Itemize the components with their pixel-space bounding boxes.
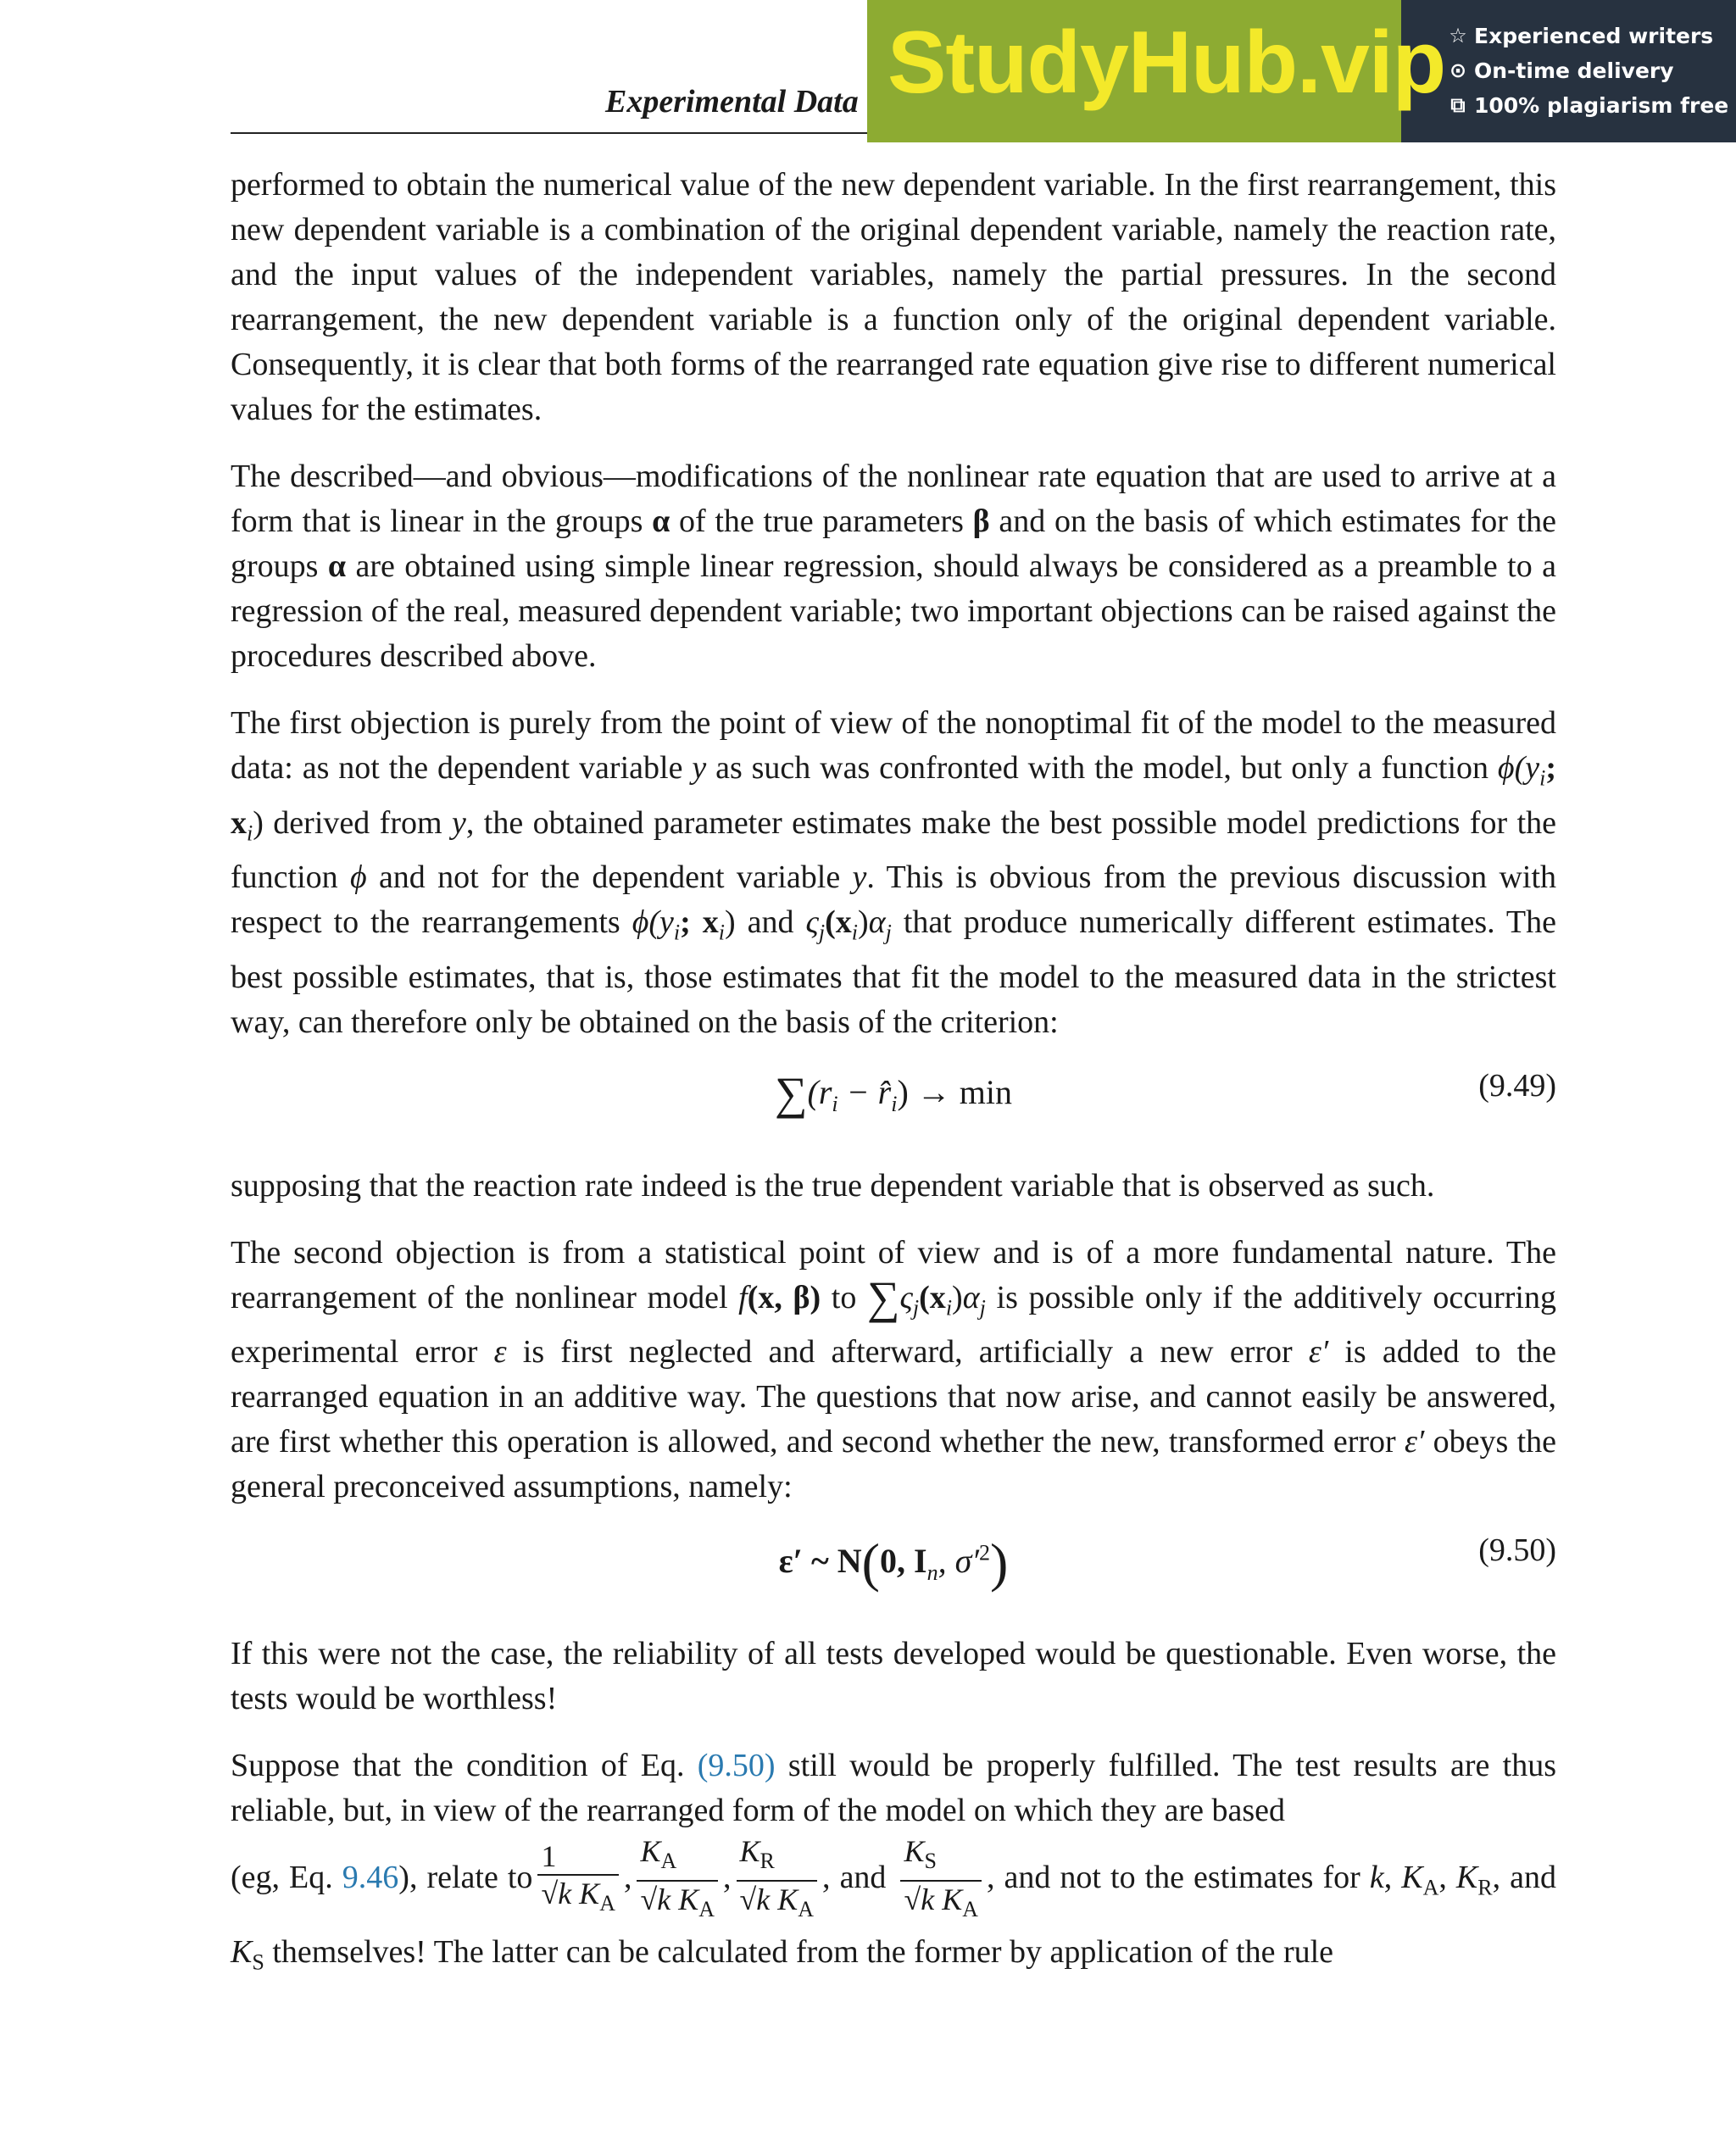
- studyhub-logo[interactable]: StudyHub.vip: [887, 14, 1446, 112]
- fraction-ks: $\frac{K_S}{√k K_A}$: [900, 1833, 982, 1927]
- equation-number: (9.50): [1478, 1532, 1556, 1569]
- equation-body: ε′ ~ N(0, $I_n$, $\sigma'^2$): [778, 1532, 1009, 1593]
- feature-label: Experienced writers: [1474, 24, 1714, 48]
- equation-link-9-50[interactable]: (9.50): [697, 1748, 776, 1784]
- running-head-title: Experimental Data: [605, 84, 859, 120]
- fraction-1: $\frac{1}{√k K_A}$: [537, 1838, 619, 1921]
- paragraph-7-continued: (eg, Eq. 9.46), relate to $\frac{1}{√k K_A}$ , $\frac{K_A}{√k K_A}$ , $\frac{K_R}{√k K_A}$ , and $\frac{K_S}{√k K_A}$ , and not to the estimates for k, $K_A$, $K_R$, and $K_S$ themselves! The latter can be calculated from the former by application of the rule: [231, 1834, 1557, 1975]
- feature-experienced-writers: [1445, 19, 1728, 53]
- banner-logo-panel: [867, 0, 1446, 142]
- feature-on-time-delivery: [1445, 53, 1728, 88]
- fraction-ka: $\frac{K_A}{√k K_A}$: [637, 1833, 718, 1927]
- paragraph-6: If this were not the case, the reliability of all tests developed would be questionable. Even worse, the tests would be worthless!: [231, 1636, 1556, 1717]
- equation-number: (9.49): [1478, 1067, 1556, 1104]
- feature-label: 100% plagiarism free: [1474, 93, 1729, 118]
- equation-9-49: [231, 1045, 1556, 1147]
- copy-icon: ⧉: [1450, 93, 1466, 117]
- equation-9-50: [231, 1510, 1556, 1620]
- paragraph-3: The first objection is purely from the point of view of the nonoptimal fit of the model to the measured data: as not the dependent variable y as such was confronted with the model, but only a function $\phi(y_i$; $x_i$) derived from y, the obtained parameter estimates make the best possible model predictions for the function ϕ and not for the dependent variable y. This is obvious from the previous discussion with respect to the rearrangements $\phi(y_i$; $x_i$) and $\varsigma_j(x_i)\alpha_j$ that produce numerically different estimates. The best possible estimates, that is, those estimates that fit the model to the measured data in the strictest way, can therefore only be obtained on the basis of the criterion:: [231, 705, 1557, 1040]
- equation-link-9-46[interactable]: 9.46: [342, 1860, 399, 1896]
- banner-features: [1445, 19, 1728, 123]
- paragraph-7: Suppose that the condition of Eq. (9.50) still would be properly fulfilled. The test results are thus reliable, but, in view of the rearranged form of the model on which they are based: [231, 1748, 1556, 1829]
- equation-body: $\sum(r_i$ − $r̂_i) \to \min$: [775, 1067, 1012, 1119]
- paragraph-1: performed to obtain the numerical value of the new dependent variable. In the first rearrangement, this new dependent variable is a combination of the original dependent variable, namely the reaction rate, and the input values of the independent variables, namely the partial pressures. In the second rearrangement, the new dependent variable is a function only of the original dependent variable. Consequently, it is clear that both forms of the rearranged rate equation give rise to different numerical values for the estimates.: [231, 167, 1556, 427]
- feature-label: On-time delivery: [1474, 58, 1674, 83]
- paragraph-5: The second objection is from a statistical point of view and is of a more fundamental nature. The rearrangement of the nonlinear model f(x, β) to $\sum\varsigma_j(x_i)\alpha_j$ is possible only if the additively occurring experimental error ε is first neglected and afterward, artificially a new error ε′ is added to the rearranged equation in an additive way. The questions that now arise, and cannot easily be answered, are first whether this operation is allowed, and second whether the new, transformed error ε′ obeys the general preconceived assumptions, namely:: [231, 1234, 1557, 1505]
- clock-icon: ⊙: [1449, 58, 1467, 82]
- studyhub-banner[interactable]: [867, 0, 1736, 142]
- paragraph-4: supposing that the reaction rate indeed is the true dependent variable that is observed as such.: [231, 1167, 1435, 1204]
- paragraph-2: The described—and obvious—modifications of the nonlinear rate equation that are used to arrive at a form that is linear in the groups α of the true parameters β and on the basis of which estimates for the groups α are obtained using simple linear regression, should always be considered as a preamble to a regression of the real, measured dependent variable; two important objections can be raised against the procedures described above.: [231, 459, 1556, 674]
- page-body: [231, 163, 1556, 1987]
- feature-plagiarism-free: [1445, 88, 1728, 123]
- fraction-kr: $\frac{K_R}{√k K_A}$: [737, 1833, 818, 1927]
- star-icon: ☆: [1449, 24, 1467, 47]
